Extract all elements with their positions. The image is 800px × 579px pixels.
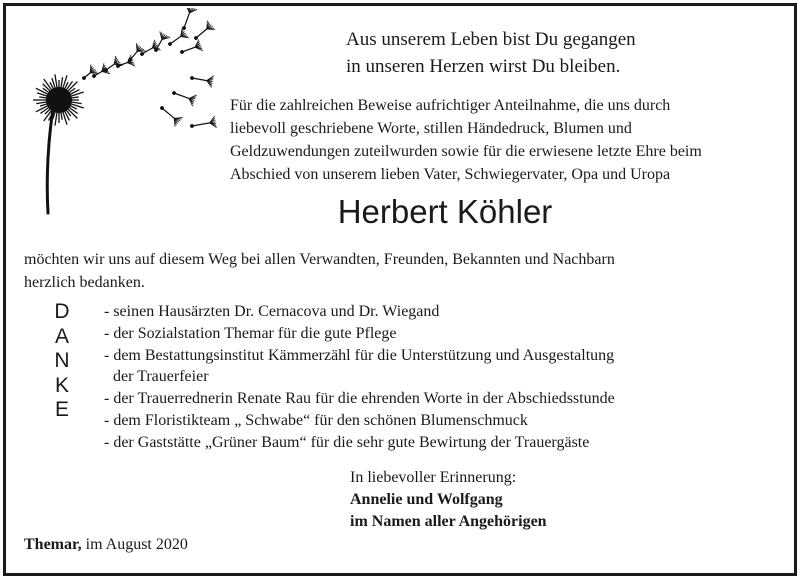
list-item: - seinen Hausärzten Dr. Cernacova und Dr. Wiegand (104, 303, 440, 320)
danke-letter: K (54, 373, 69, 397)
list-item: - dem Bestattungsinstitut Kämmerzähl für die Unterstützung und Ausgestaltung (104, 346, 615, 364)
danke-letter: E (54, 398, 69, 421)
thanks-line: herzlich bedanken. (24, 274, 145, 291)
poem-verse (346, 26, 636, 80)
place-city: Themar, (24, 536, 82, 553)
dandelion-icon (14, 8, 224, 220)
place-date-text: im August 2020 (81, 536, 188, 553)
intro-line: Geldzuwendungen zuteilwurden sowie für die erwiesene letzte Ehre beim (230, 143, 702, 160)
closing-signature (350, 467, 547, 533)
list-item: - dem Floristikteam „ Schwabe“ für den schönen Blumenschmuck (104, 411, 528, 429)
intro-line: Abschied von unserem lieben Vater, Schwiegervater, Opa und Uropa (230, 166, 671, 183)
list-item: - der Trauerrednerin Renate Rau für die ehrenden Worte in der Abschiedsstunde (104, 390, 615, 408)
deceased-name-text: Herbert Köhler (337, 193, 553, 230)
thanks-line: möchten wir uns auf diesem Weg bei allen Verwandten, Freunden, Bekannten und Nachbarn (24, 251, 615, 268)
intro-line: liebevoll geschriebene Worte, stillen Händedruck, Blumen und (230, 120, 632, 137)
thanks-list (104, 301, 784, 454)
danke-letter: D (54, 300, 70, 323)
signers-note: im Namen aller Angehörigen (350, 513, 547, 530)
danke-vertical (50, 300, 74, 423)
intro-paragraph (230, 94, 790, 186)
signers: Annelie und Wolfgang (350, 491, 503, 508)
danke-letter: A (54, 324, 69, 348)
poem-line: in unseren Herzen wirst Du bleiben. (346, 56, 621, 77)
place-date (24, 534, 188, 556)
list-item-continuation: der Trauerfeier (113, 368, 209, 386)
closing-line: In liebevoller Erinnerung: (350, 469, 517, 486)
poem-line: Aus unserem Leben bist Du gegangen (346, 29, 636, 50)
intro-line: Für die zahlreichen Beweise aufrichtiger Anteilnahme, die uns durch (230, 97, 671, 114)
danke-letter: N (54, 349, 70, 372)
list-item: - der Sozialstation Themar für die gute Pflege (104, 324, 397, 342)
list-item: - der Gaststätte „Grüner Baum“ für die sehr gute Bewirtung der Trauergäste (104, 433, 590, 451)
thanks-paragraph (24, 248, 744, 294)
deceased-name (0, 192, 800, 232)
